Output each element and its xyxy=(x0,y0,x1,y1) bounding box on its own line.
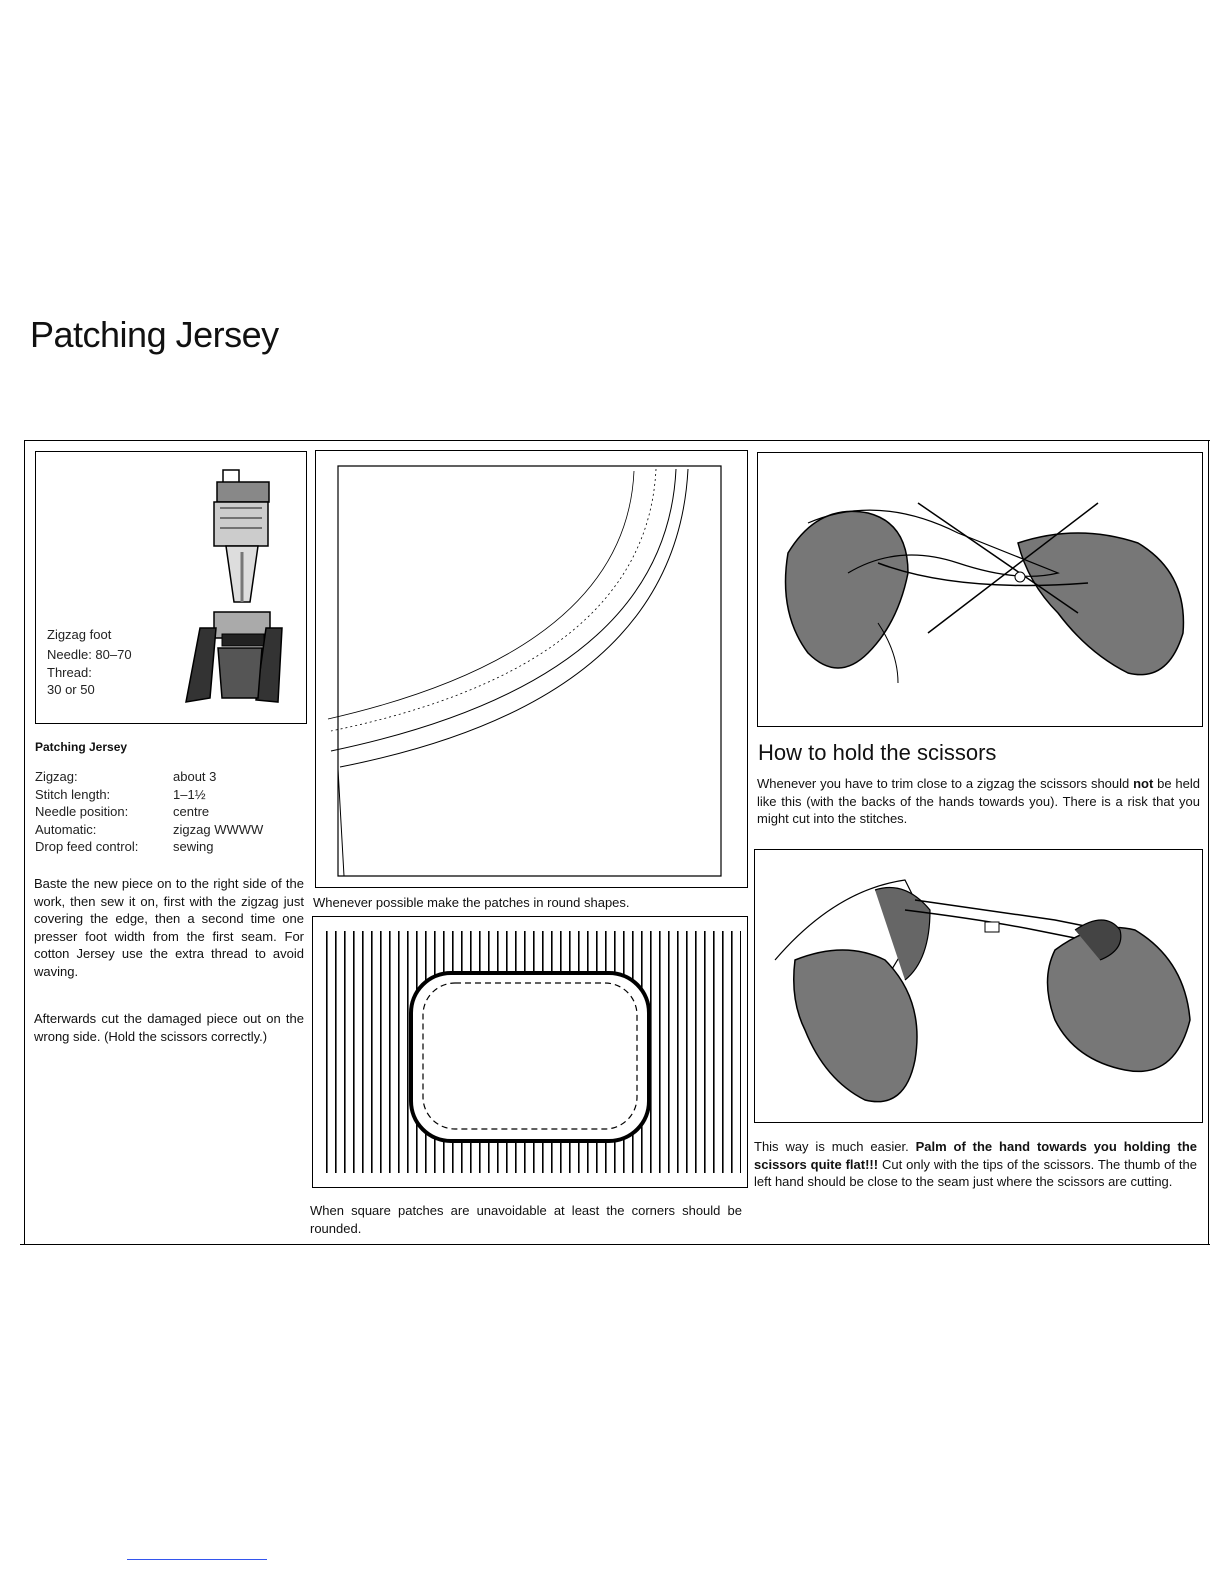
foot-label: Zigzag foot xyxy=(47,627,112,642)
setting-key: Needle position: xyxy=(35,804,129,819)
easier-text-part: Cut only with the tips of the scissors. The thumb of the left hand should be close to the seam just where the scissors are cutting. xyxy=(754,1156,1197,1190)
setting-value: about 3 xyxy=(173,769,217,784)
rounded-square-caption: When square patches are unavoidable at least the corners should be rounded. xyxy=(310,1203,742,1236)
settings-table xyxy=(35,768,263,856)
settings-title: Patching Jersey xyxy=(35,740,128,754)
settings-row xyxy=(35,786,263,804)
frame-border-bottom xyxy=(20,1244,1210,1245)
how-text-part: be held like this (with the backs of the hands towards you). There is a risk that you might cut into the stitches. xyxy=(757,776,1200,827)
foot-labels xyxy=(47,625,132,699)
how-text-bold: not xyxy=(1133,776,1154,791)
link-underline xyxy=(127,1559,267,1560)
correct-grip-panel xyxy=(754,849,1203,1123)
instructions-paragraph-cut: Afterwards cut the damaged piece out on the wrong side. (Hold the scissors correctly.) xyxy=(34,1011,304,1044)
thread-value: 30 or 50 xyxy=(47,682,95,697)
setting-key: Zigzag: xyxy=(35,769,78,784)
setting-key: Stitch length: xyxy=(35,786,111,802)
how-to-hold-title: How to hold the scissors xyxy=(758,740,997,765)
how-to-hold-text xyxy=(757,775,1200,828)
round-patch-zigzag-icon xyxy=(316,451,746,886)
settings-row xyxy=(35,803,263,821)
instructions-paragraph: Baste the new piece on to the right side of the work, then sew it on, first with the zigzag just covering the edge, then a second time one presser foot width from the first seam. For cotton Jersey use the extra thread to avoid waving. xyxy=(34,876,304,979)
easier-text-bold: Palm of the hand towards you holding the scissors quite flat!!! xyxy=(754,1139,1197,1172)
easier-text-part: This way is much easier. xyxy=(754,1139,916,1154)
scissors-wrong-grip-icon xyxy=(758,453,1201,725)
needle-label: Needle: 80–70 xyxy=(47,647,132,662)
thread-label: Thread: xyxy=(47,665,92,680)
setting-value: 1–1½ xyxy=(173,786,206,802)
round-patch-panel xyxy=(315,450,748,888)
settings-row xyxy=(35,838,263,856)
how-text-part: Whenever you have to trim close to a zigzag the scissors should xyxy=(757,776,1134,791)
rounded-square-patch-panel xyxy=(312,916,748,1188)
setting-key: Automatic: xyxy=(35,821,97,837)
correct-grip-text xyxy=(754,1138,1197,1191)
frame-border-left xyxy=(24,440,25,1245)
frame-border-top xyxy=(24,440,1210,441)
rounded-square-patch-icon xyxy=(313,917,746,1186)
setting-value: sewing xyxy=(173,839,214,854)
page-title: Patching Jersey xyxy=(30,314,279,355)
round-patch-caption: Whenever possible make the patches in round shapes. xyxy=(313,895,630,910)
settings-row xyxy=(35,821,263,839)
setting-key: Drop feed control: xyxy=(35,839,139,854)
settings-row xyxy=(35,768,263,786)
scissors-correct-grip-icon xyxy=(755,850,1201,1121)
wrong-grip-panel xyxy=(757,452,1203,727)
setting-value: centre xyxy=(173,804,210,819)
setting-value: zigzag WWWW xyxy=(173,821,264,837)
frame-border-right xyxy=(1208,440,1209,1245)
